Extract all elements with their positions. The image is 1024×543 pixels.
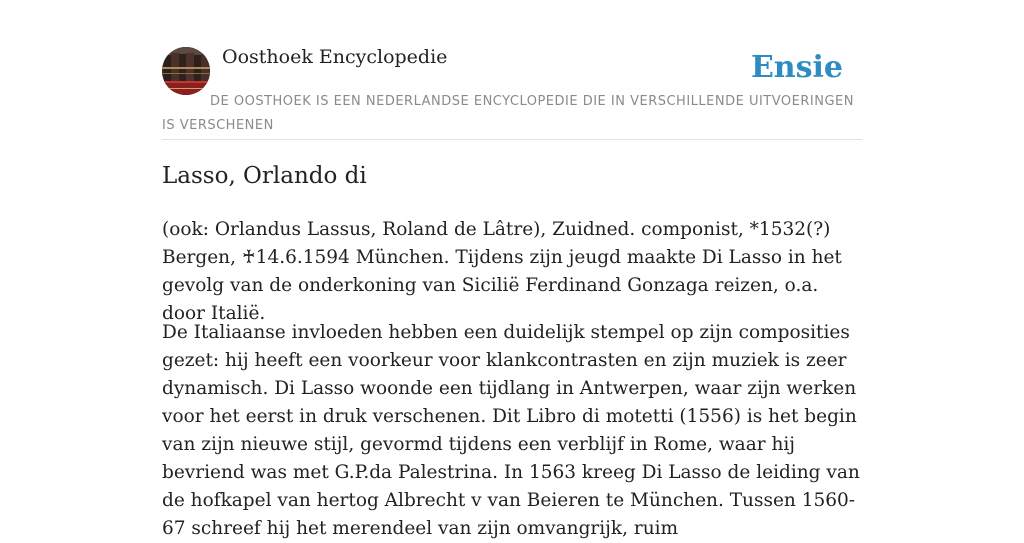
site-header	[162, 0, 862, 140]
page-container	[162, 0, 862, 539]
article-title: Lasso, Orlando di	[162, 163, 367, 189]
article-paragraph: De Italiaanse invloeden hebben een duidelijk stempel op zijn composities gezet: hij heeft een voorkeur voor klankcontrasten en zijn muziek is zeer dynamisch. Di Lasso woonde een tijdlang in Antwerpen, waar zijn werken voor het eerst in druk verschenen. Dit Libro di motetti (1556) is het begin van zijn nieuwe stijl, gevormd tijdens een verblijf in Rome, waar hij bevriend was met G.P.da Palestrina. In 1563 kreeg Di Lasso de leiding van de hofkapel van hertog Albrecht v van Beieren te München. Tussen 1560-67 schreef hij het merendeel van zijn omvangrijk, ruim	[162, 322, 860, 539]
site-title[interactable]: Oosthoek Encyclopedie	[222, 46, 448, 68]
site-tagline: DE OOSTHOEK IS EEN NEDERLANDSE ENCYCLOPEDIE DIE IN VERSCHILLENDE UITVOERINGEN IS VERSCHENEN	[162, 94, 854, 133]
book-spines-icon	[162, 47, 210, 95]
site-avatar[interactable]	[162, 47, 210, 95]
article-paragraph: (ook: Orlandus Lassus, Roland de Lâtre), Zuidned. componist, *1532(?) Bergen, ♰14.6.1594 München. Tijdens zijn jeugd maakte Di Lasso in het gevolg van de onderkoning van Sicilië Ferdinand Gonzaga reizen, o.a. door Italië.	[162, 219, 842, 324]
brand-logo[interactable]: Ensie	[750, 50, 843, 85]
